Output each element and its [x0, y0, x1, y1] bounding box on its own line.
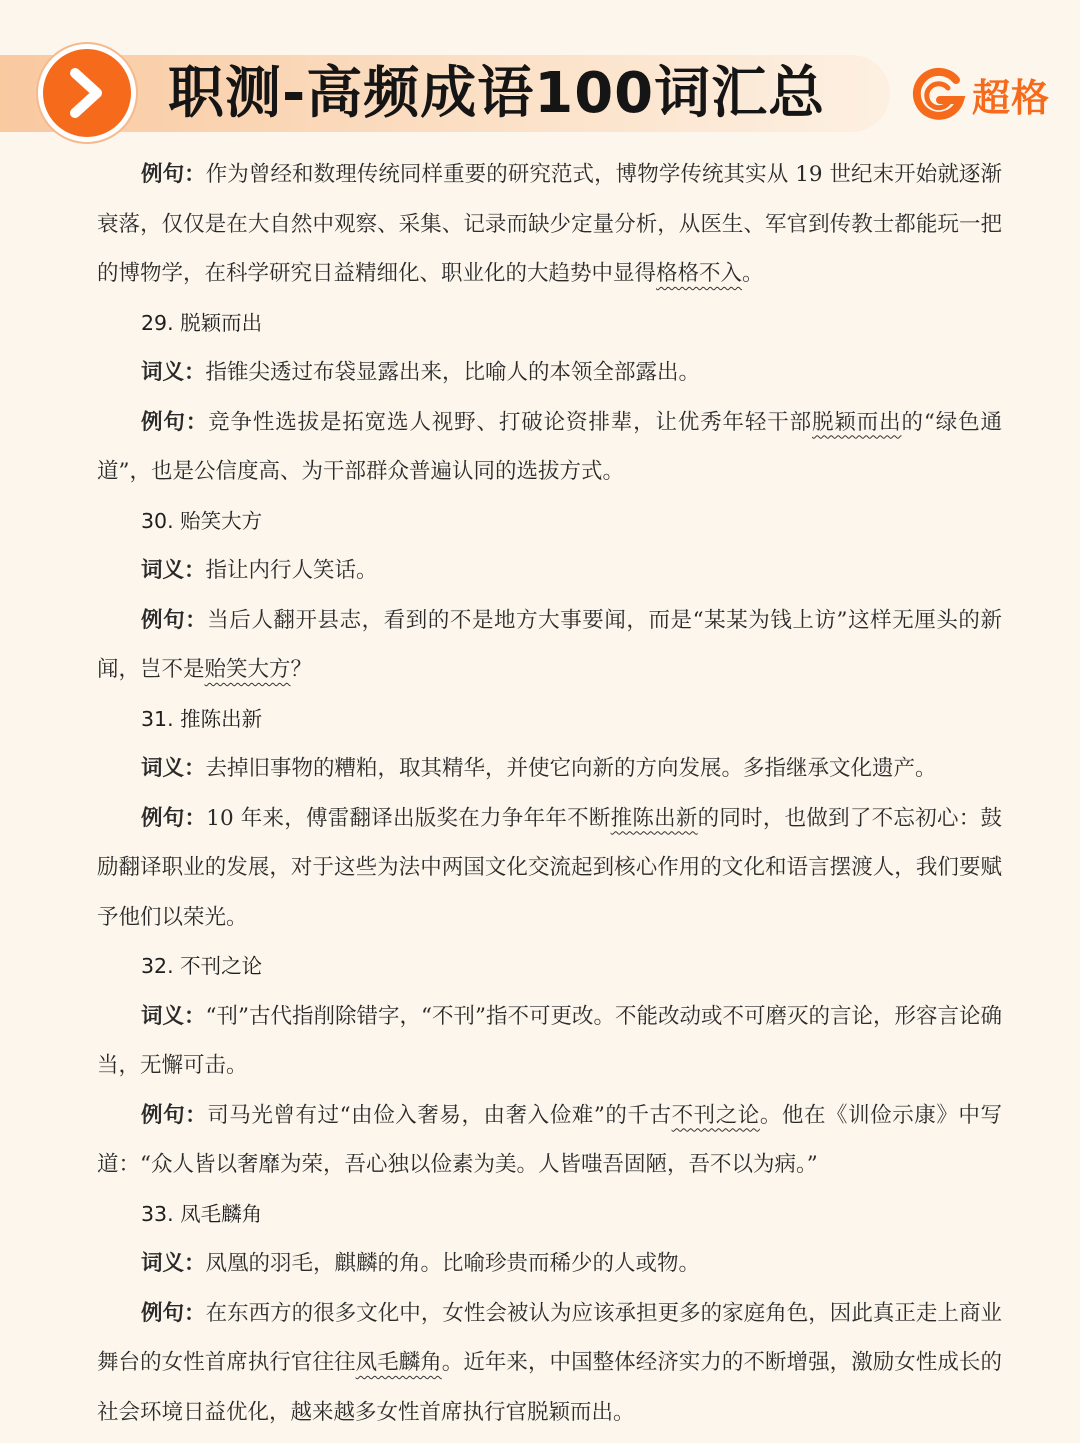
paragraph-text: 竞争性选拔是拓宽选人视野、打破论资排辈，让优秀年轻干部: [208, 409, 813, 435]
idiom-heading: 33. 凤毛麟角: [141, 1201, 263, 1226]
paragraph-label: 例句：: [141, 1300, 206, 1326]
paragraph-text: 指锥尖透过布袋显露出来，比喻人的本领全部露出。: [205, 360, 701, 385]
idiom-heading: 29. 脱颖而出: [141, 310, 263, 335]
example-paragraph: [97, 1289, 1002, 1438]
brand-logo: [910, 64, 1050, 124]
paragraph-label: 词义：: [141, 558, 206, 583]
page-title: 职测-高频成语100词汇总: [168, 61, 826, 126]
definition-paragraph: [97, 1239, 1002, 1289]
paragraph-label: 例句：: [141, 409, 209, 435]
definition-paragraph: [97, 992, 1002, 1091]
paragraph-label: 例句：: [141, 805, 207, 831]
definition-paragraph: [97, 546, 1002, 596]
paragraph-text: 。他在《训俭示康》中写道：“众人皆以奢靡为荣，吾心独以俭素为美。人皆嗤吾固陋，吾不以为病。”: [97, 1102, 1002, 1177]
definition-paragraph: [97, 348, 1002, 398]
paragraph-text: 的“绿色通道”，也是公信度高、为干部群众普遍认同的选拔方式。: [97, 409, 1002, 484]
paragraph-text: 凤凰的羽毛，麒麟的角。比喻珍贵而稀少的人或物。: [205, 1251, 701, 1276]
idiom-heading: 32. 不刊之论: [141, 954, 263, 978]
paragraph-text: “刊”古代指削除错字，“不刊”指不可更改。不能改动或不可磨灭的言论，形容言论确当，无懈可击。: [97, 1003, 1002, 1078]
highlighted-idiom: 凤毛麟角: [355, 1350, 442, 1375]
brand-name: 超格: [972, 75, 1051, 120]
paragraph-label: 例句：: [141, 607, 208, 633]
idiom-heading: 30. 贻笑大方: [141, 508, 263, 533]
idiom-content: [97, 150, 1002, 1437]
paragraph-text: 。近年来，中国整体经济实力的不断增强，激励女性成长的社会环境日益优化，越来越多女性首席执行官脱颖而出。: [97, 1350, 1002, 1425]
paragraph-text: 司马光曾有过“由俭入奢易，由奢入俭难”的千古: [207, 1102, 672, 1128]
page-header: [0, 0, 1080, 150]
paragraph-text: 当后人翻开县志，看到的不是地方大事要闻，而是“某某为钱上访”这样无厘头的新闻，岂不是: [97, 607, 1002, 682]
paragraph-text: 10 年来，傅雷翻译出版奖在力争年年不断: [206, 805, 611, 831]
paragraph-label: 词义：: [141, 756, 206, 781]
paragraph-label: 词义：: [141, 360, 206, 385]
highlighted-idiom: 推陈出新: [610, 805, 698, 831]
paragraph-text: 指让内行人笑话。: [205, 558, 378, 583]
paragraph-label: 例句：: [141, 162, 206, 187]
paragraph-text: ？: [290, 657, 313, 682]
example-paragraph: [97, 150, 1002, 299]
example-paragraph: [97, 398, 1002, 497]
paragraph-text: 去掉旧事物的糟粕，取其精华，并使它向新的方向发展。多指继承文化遗产。: [205, 756, 937, 781]
chevron-right-icon: [38, 44, 136, 142]
example-paragraph: [97, 794, 1002, 943]
paragraph-label: 词义：: [141, 1003, 206, 1029]
highlighted-idiom: 脱颖而出: [812, 409, 902, 435]
paragraph-label: 词义：: [141, 1251, 206, 1276]
g-logo-icon: [910, 66, 968, 122]
highlighted-idiom: 不刊之论: [671, 1102, 760, 1128]
highlighted-idiom: 格格不入: [656, 261, 743, 286]
paragraph-text: 作为曾经和数理传统同样重要的研究范式，博物学传统其实从 19 世纪末开始就逐渐衰落，仅仅是在大自然中观察、采集、记录而缺少定量分析，从医生、军官到传教士都能玩一把的博物学，在科学研究日益精细化、职业化的大趋势中显得: [97, 162, 1002, 286]
paragraph-label: 例句：: [141, 1102, 208, 1128]
example-paragraph: [97, 1091, 1002, 1190]
highlighted-idiom: 贻笑大方: [204, 657, 291, 682]
definition-paragraph: [97, 744, 1002, 794]
example-paragraph: [97, 596, 1002, 695]
idiom-heading: 31. 推陈出新: [141, 706, 263, 731]
paragraph-text: 在东西方的很多文化中，女性会被认为应该承担更多的家庭角色，因此真正走上商业舞台的女性首席执行官往往: [97, 1300, 1002, 1375]
paragraph-text: 。: [742, 261, 764, 286]
paragraph-text: 的同时，也做到了不忘初心：鼓励翻译职业的发展，对于这些为法中两国文化交流起到核心作用的文化和语言摆渡人，我们要赋予他们以荣光。: [97, 805, 1002, 930]
